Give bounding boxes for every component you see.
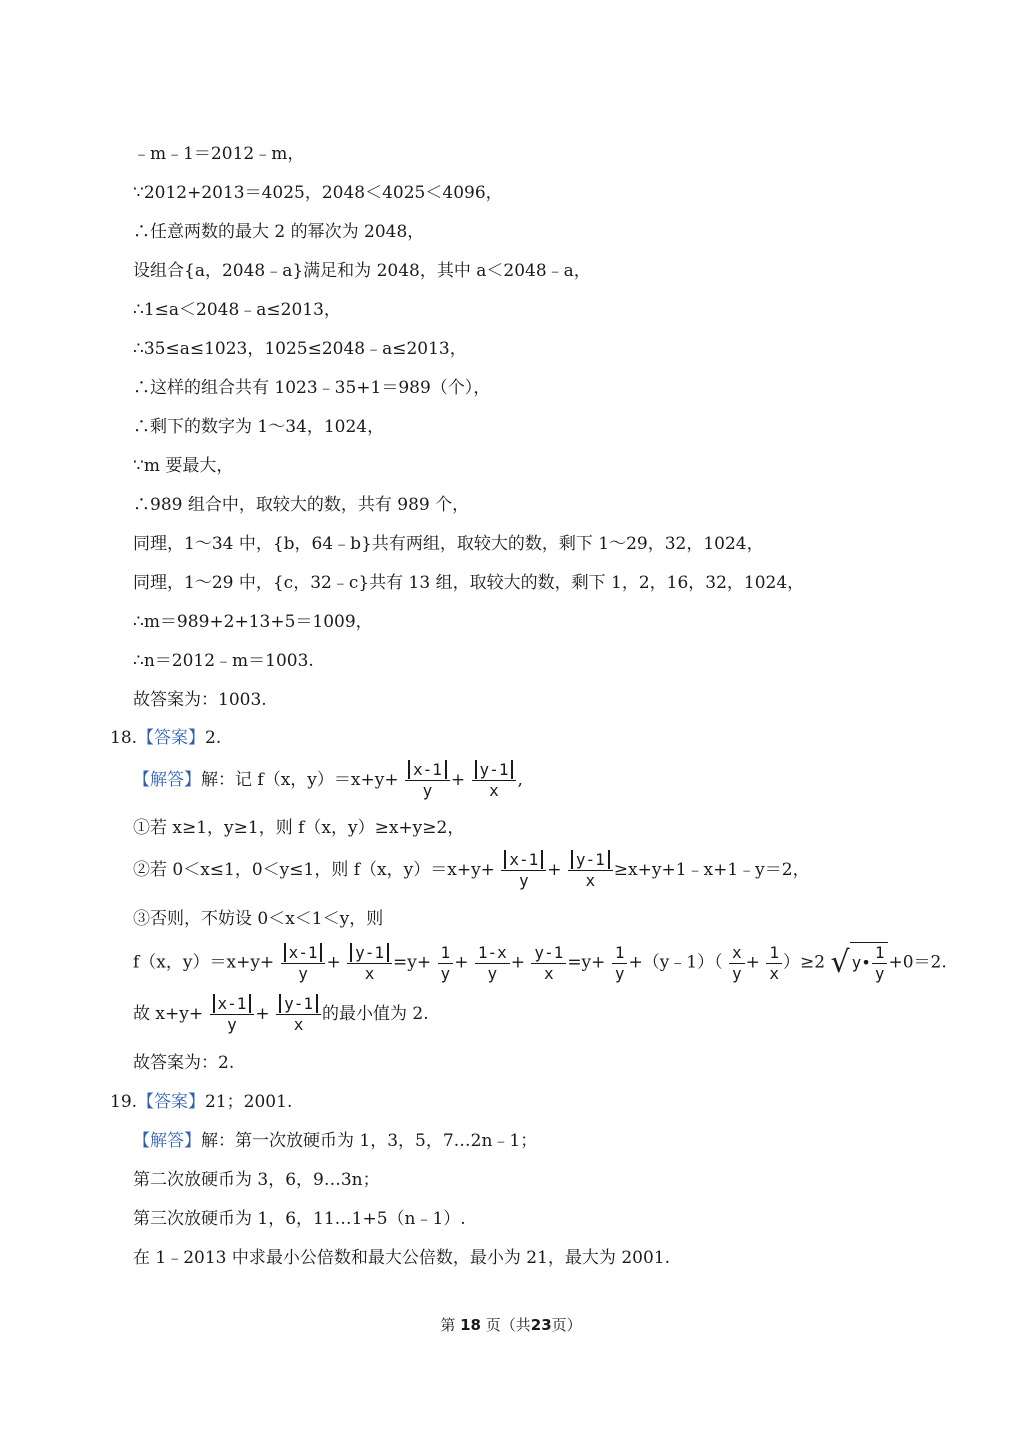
- q18-answer: 2.: [205, 728, 222, 748]
- q18-answer-line: [110, 727, 221, 749]
- solution-line: ∴989 组合中，取较大的数，共有 989 个，: [133, 495, 470, 515]
- fraction: $\frac{x-1}{y}$: [405, 760, 450, 801]
- fraction: $\frac{x-1}{y}$: [281, 943, 326, 984]
- fraction: $\frac{y-1}{x}$: [276, 994, 321, 1035]
- solution-line: ∴35≤a≤1023，1025≤2048﹣a≤2013，: [133, 339, 467, 359]
- fraction: $\frac{1}{x}$: [766, 943, 782, 984]
- q19-solution-line: 第二次放硬币为 3，6，9…3n；: [133, 1170, 380, 1190]
- q18-final: 故答案为：2.: [133, 1053, 235, 1073]
- solution-line: ∵m 要最大，: [133, 456, 234, 476]
- solution-line: 故答案为：1003.: [133, 690, 267, 710]
- q18-case1: ①若 x≥1，y≥1，则 f（x，y）≥x+y≥2，: [133, 818, 465, 838]
- q19-answer-line: [110, 1091, 292, 1113]
- fraction: $\frac{x-1}{y}$: [210, 994, 255, 1035]
- solution-line: 同理，1～34 中，{b，64﹣b}共有两组，取较大的数，剩下 1～29，32，1024，: [133, 534, 764, 554]
- fraction: $\frac{x-1}{y}$: [501, 850, 546, 891]
- page-total: 23: [530, 1316, 552, 1334]
- solution-line: ∴任意两数的最大 2 的幂次为 2048，: [133, 222, 425, 242]
- q18-conclusion: 故 x+y+ $\frac{x-1}{y}$ + $\frac{y-1}{x}$ 的最小值为 2.: [133, 994, 429, 1034]
- fraction: $\frac{y-1}{x}$: [568, 850, 613, 891]
- q18-solution-tag: 【解答】: [133, 770, 201, 790]
- square-root: √ y• $\frac{1}{y}$: [830, 942, 888, 984]
- solution-line: ∴剩下的数字为 1～34，1024，: [133, 417, 385, 437]
- solution-line: ∴n＝2012﹣m＝1003.: [133, 651, 314, 671]
- solution-line: ﹣m﹣1＝2012﹣m，: [133, 144, 305, 164]
- fraction: $\frac{y-1}{x}$: [472, 760, 517, 801]
- q19-solution-line: 第三次放硬币为 1，6，11…1+5（n﹣1）.: [133, 1209, 466, 1229]
- fraction: $\frac{y-1}{x}$: [347, 943, 392, 984]
- fraction: $\frac{1}{y}$: [438, 943, 454, 984]
- page-number: 18: [460, 1316, 481, 1334]
- page-footer: 第 18 页（共23页）: [440, 1316, 582, 1334]
- fraction: $\frac{1}{y}$: [872, 943, 888, 984]
- q19-answer: 21；2001.: [205, 1092, 293, 1112]
- q18-solution-intro: 【解答】解：记 f（x，y）＝x+y+ $\frac{x-1}{y}$ + $\frac{y-1}{x}$ ,: [133, 760, 523, 800]
- q19-number: 19.: [110, 1092, 138, 1112]
- solution-line: ∴m＝989+2+13+5＝1009，: [133, 612, 373, 632]
- q18-main-equation: f（x，y）＝x+y+ $\frac{x-1}{y}$ + $\frac{y-1}{x}$ =y+ $\frac{1}{y}$ + $\frac{1-x}{y}$ + $\frac{y-1}{x}$ =y+ $\frac{1}{y}$ +（y﹣1）（ $\frac{x}{y}$ + $\frac{1}{x}$ ）≥2 √ y• $\frac{1}{y}$ +0＝2.: [133, 942, 947, 983]
- q18-number: 18.: [110, 728, 138, 748]
- q18-case2: ②若 0＜x≤1，0＜y≤1，则 f（x，y）＝x+y+ $\frac{x-1}{y}$ + $\frac{y-1}{x}$ ≥x+y+1﹣x+1﹣y＝2，: [133, 850, 810, 890]
- q19-solution-line: 【解答】解：第一次放硬币为 1，3，5，7…2n﹣1；: [133, 1131, 538, 1151]
- solution-line: ∴1≤a＜2048﹣a≤2013，: [133, 300, 341, 320]
- q19-solution-tag: 【解答】: [133, 1131, 201, 1151]
- fraction: $\frac{x}{y}$: [729, 943, 745, 984]
- q18-case3: ③否则，不妨设 0＜x＜1＜y，则: [133, 909, 384, 929]
- solution-line: 同理，1～29 中，{c，32﹣c}共有 13 组，取较大的数，剩下 1，2，16，32，1024，: [133, 573, 805, 593]
- fraction: $\frac{y-1}{x}$: [531, 943, 566, 984]
- fraction: $\frac{1}{y}$: [612, 943, 628, 984]
- solution-line: ∵2012+2013＝4025，2048＜4025＜4096，: [133, 183, 503, 203]
- q19-solution-line: 在 1﹣2013 中求最小公倍数和最大公倍数，最小为 21，最大为 2001.: [133, 1248, 670, 1268]
- q18-answer-tag: 【答案】: [137, 728, 206, 748]
- q19-answer-tag: 【答案】: [137, 1092, 206, 1112]
- solution-line: ∴这样的组合共有 1023﹣35+1＝989（个），: [133, 378, 491, 398]
- fraction: $\frac{1-x}{y}$: [475, 943, 510, 984]
- solution-line: 设组合{a，2048﹣a}满足和为 2048，其中 a＜2048﹣a，: [133, 261, 591, 281]
